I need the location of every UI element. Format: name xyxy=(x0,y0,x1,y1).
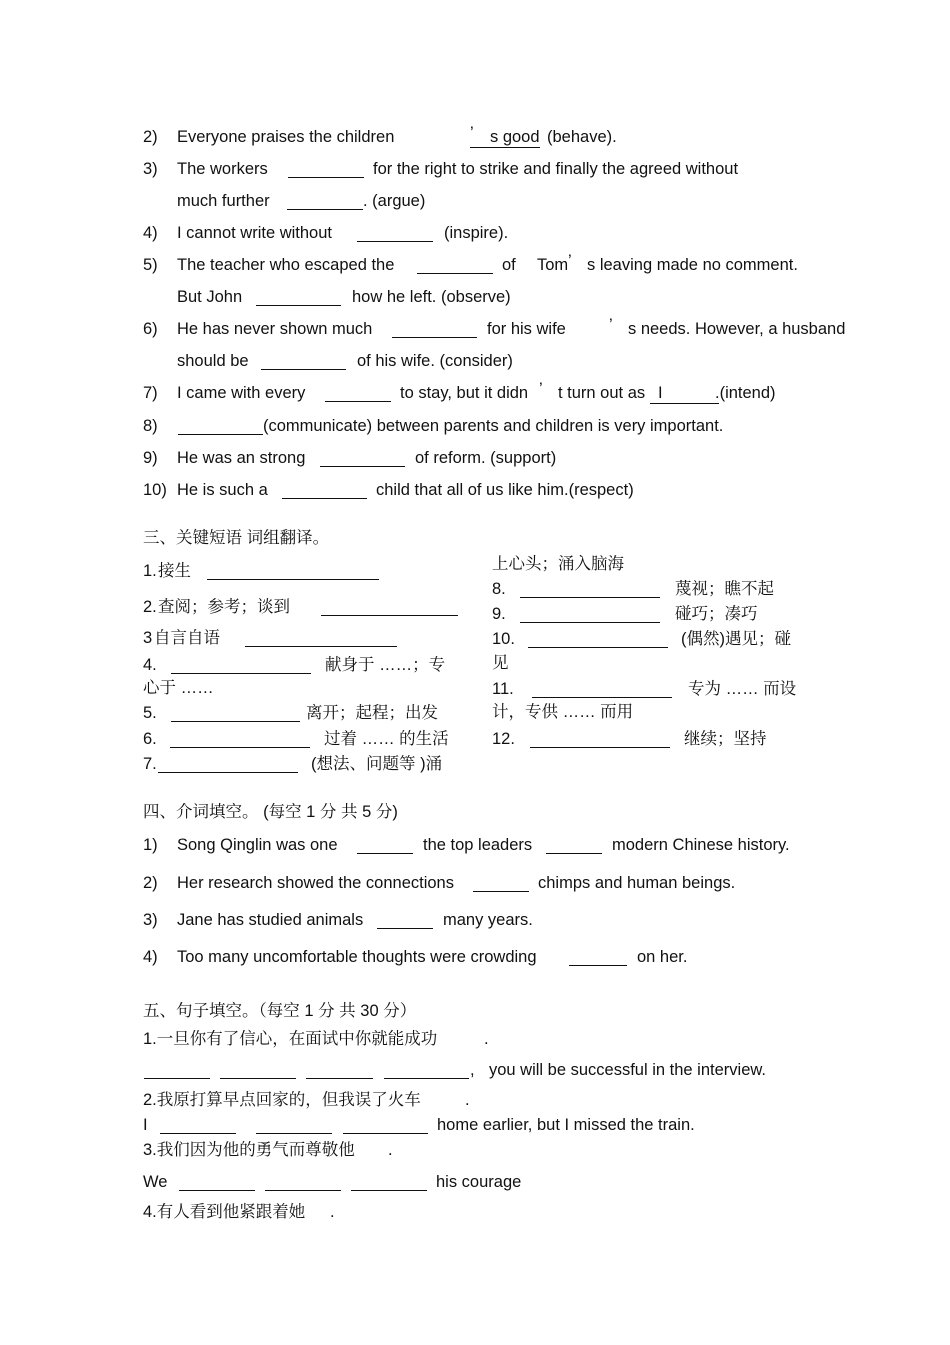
answer-blank[interactable] xyxy=(520,596,660,598)
phrase-text: 继续；坚持 xyxy=(684,730,767,748)
item-text: The workers xyxy=(177,160,268,178)
phrase-text: 接生 xyxy=(158,562,191,580)
item-number: 8) xyxy=(143,417,158,435)
phrase-number: 8. xyxy=(492,580,506,598)
phrase-text-cont: 见 xyxy=(492,654,509,672)
item-text: of reform. (support) xyxy=(415,449,557,467)
phrase-text: 过着 …… 的生活 xyxy=(324,730,449,748)
item-text: Everyone praises the children xyxy=(177,128,395,146)
item-text: . (argue) xyxy=(363,192,426,210)
item-text: how he left. (observe) xyxy=(352,288,511,306)
answer-blank[interactable] xyxy=(287,208,363,210)
sentence-chinese: 2.我原打算早点回家的，但我误了火车 xyxy=(143,1091,421,1109)
item-text: ’ xyxy=(568,252,572,270)
item-number: 2) xyxy=(143,128,158,146)
answer-blank[interactable] xyxy=(144,1077,210,1079)
answer-blank[interactable] xyxy=(528,646,668,648)
phrase-number: 4. xyxy=(143,656,157,674)
phrase-text: 专为 …… 而设 xyxy=(688,680,797,698)
item-text: on her. xyxy=(637,948,688,966)
answer-blank[interactable] xyxy=(282,497,367,499)
item-text: But John xyxy=(177,288,243,306)
phrase-text: 献身于 ……；专 xyxy=(325,656,446,674)
item-number: 2) xyxy=(143,874,158,892)
item-text: for his wife xyxy=(487,320,566,338)
answer-blank[interactable] xyxy=(325,400,391,402)
answer-blank[interactable] xyxy=(384,1077,469,1079)
answer-blank[interactable] xyxy=(220,1077,296,1079)
section-heading: 三、关键短语 词组翻译。 xyxy=(143,529,330,547)
sentence-punct: . xyxy=(465,1091,470,1109)
item-text: the top leaders xyxy=(423,836,533,854)
item-text: ’ xyxy=(470,124,474,142)
phrase-number: 3 xyxy=(143,629,153,647)
sentence-english: his courage xyxy=(436,1173,522,1191)
answer-blank[interactable] xyxy=(357,852,413,854)
item-text: of xyxy=(502,256,516,274)
answer-blank[interactable] xyxy=(245,645,397,647)
answer-blank[interactable] xyxy=(178,433,263,435)
sentence-lead: We xyxy=(143,1173,168,1191)
answer-blank[interactable] xyxy=(417,272,493,274)
answer-blank[interactable] xyxy=(170,746,310,748)
item-text: Too many uncomfortable thoughts were crowding xyxy=(177,948,537,966)
item-text: s leaving made no comment. xyxy=(587,256,798,274)
phrase-number: 2. xyxy=(143,598,157,616)
answer-blank[interactable] xyxy=(160,1132,236,1134)
item-text: Her research showed the connections xyxy=(177,874,454,892)
item-text: ’ xyxy=(609,316,613,334)
item-text: chimps and human beings. xyxy=(538,874,736,892)
answer-blank[interactable] xyxy=(569,964,627,966)
answer-blank[interactable] xyxy=(171,672,311,674)
answer-blank[interactable] xyxy=(256,1132,332,1134)
item-text: modern Chinese history. xyxy=(612,836,790,854)
answer-blank[interactable] xyxy=(321,614,458,616)
item-number: 9) xyxy=(143,449,158,467)
answer-blank[interactable] xyxy=(256,304,341,306)
phrase-text-cont: 心于 …… xyxy=(143,679,214,697)
answer-blank[interactable] xyxy=(207,578,379,580)
item-number: 5) xyxy=(143,256,158,274)
item-text: (communicate) between parents and children is very important. xyxy=(263,417,724,435)
item-text: ’ xyxy=(539,380,543,398)
section-heading: 五、句子填空。（每空 1 分 共 30 分） xyxy=(143,1002,417,1020)
sentence-chinese: 1.一旦你有了信心，在面试中你就能成功 xyxy=(143,1030,438,1048)
item-text: of his wife. (consider) xyxy=(357,352,513,370)
sentence-punct: . xyxy=(388,1141,393,1159)
item-number: 4) xyxy=(143,224,158,242)
item-text: I cannot write without xyxy=(177,224,332,242)
sentence-punct: , xyxy=(470,1061,475,1079)
item-text: for the right to strike and finally the agreed without xyxy=(373,160,739,178)
item-text: He has never shown much xyxy=(177,320,373,338)
item-text: Jane has studied animals xyxy=(177,911,364,929)
phrase-text: 离开；起程；出发 xyxy=(306,704,438,722)
answer-underlined: I xyxy=(650,385,719,404)
phrase-number: 11. xyxy=(492,680,514,698)
item-text: to stay, but it didn xyxy=(400,384,529,402)
phrase-text: 蔑视；瞧不起 xyxy=(675,580,774,598)
item-text: (inspire). xyxy=(444,224,509,242)
sentence-english: home earlier, but I missed the train. xyxy=(437,1116,695,1134)
answer-blank[interactable] xyxy=(306,1077,373,1079)
item-text: Song Qinglin was one xyxy=(177,836,338,854)
phrase-text: 查阅；参考；谈到 xyxy=(158,598,290,616)
item-text: (behave). xyxy=(547,128,617,146)
phrase-text-cont: 计，专供 …… 而用 xyxy=(492,703,634,721)
phrase-text: 碰巧；凑巧 xyxy=(675,605,758,623)
answer-blank[interactable] xyxy=(520,621,660,623)
answer-blank[interactable] xyxy=(171,720,300,722)
sentence-lead: I xyxy=(143,1116,148,1134)
item-text: should be xyxy=(177,352,249,370)
answer-blank[interactable] xyxy=(546,852,602,854)
answer-blank[interactable] xyxy=(179,1189,255,1191)
item-text: He is such a xyxy=(177,481,268,499)
phrase-number: 1. xyxy=(143,562,157,580)
phrase-number: 5. xyxy=(143,704,157,722)
item-text: He was an strong xyxy=(177,449,306,467)
item-text: Tom xyxy=(537,256,569,274)
phrase-number: 9. xyxy=(492,605,506,623)
item-text: .(intend) xyxy=(715,384,776,402)
answer-blank[interactable] xyxy=(265,1189,341,1191)
phrase-number: 12. xyxy=(492,730,515,748)
item-text: t turn out as xyxy=(558,384,646,402)
answer-blank[interactable] xyxy=(158,771,298,773)
phrase-number: 10. xyxy=(492,630,515,648)
phrase-text: (偶然)遇见；碰 xyxy=(681,630,791,648)
item-number: 10) xyxy=(143,481,167,499)
item-number: 7) xyxy=(143,384,158,402)
item-number: 4) xyxy=(143,948,158,966)
answer-blank[interactable] xyxy=(473,890,529,892)
answer-blank[interactable] xyxy=(357,240,433,242)
phrase-text: (想法、问题等 )涌 xyxy=(311,755,443,773)
sentence-punct: . xyxy=(330,1203,335,1221)
sentence-chinese: 4.有人看到他紧跟着她 xyxy=(143,1203,306,1221)
item-number: 1) xyxy=(143,836,158,854)
answer-blank[interactable] xyxy=(288,176,364,178)
item-text: s needs. However, a husband xyxy=(628,320,846,338)
phrase-number: 7. xyxy=(143,755,157,773)
answer-blank[interactable] xyxy=(377,927,433,929)
answer-underlined: s good xyxy=(470,129,540,148)
item-text: many years. xyxy=(443,911,533,929)
section-heading: 四、介词填空。 (每空 1 分 共 5 分) xyxy=(143,803,398,821)
sentence-punct: . xyxy=(484,1030,489,1048)
answer-blank[interactable] xyxy=(532,696,672,698)
item-number: 6) xyxy=(143,320,158,338)
answer-blank[interactable] xyxy=(392,336,477,338)
answer-blank[interactable] xyxy=(530,746,670,748)
phrase-text-cont: 上心头；涌入脑海 xyxy=(492,555,624,573)
answer-blank[interactable] xyxy=(261,368,346,370)
answer-blank[interactable] xyxy=(343,1132,428,1134)
answer-blank[interactable] xyxy=(320,465,405,467)
item-text: The teacher who escaped the xyxy=(177,256,395,274)
item-text: much further xyxy=(177,192,270,210)
sentence-english: you will be successful in the interview. xyxy=(489,1061,766,1079)
item-number: 3) xyxy=(143,160,158,178)
phrase-number: 6. xyxy=(143,730,157,748)
item-text: child that all of us like him.(respect) xyxy=(376,481,634,499)
sentence-chinese: 3.我们因为他的勇气而尊敬他 xyxy=(143,1141,355,1159)
item-text: I came with every xyxy=(177,384,306,402)
item-number: 3) xyxy=(143,911,158,929)
phrase-text: 自言自语 xyxy=(154,629,220,647)
answer-blank[interactable] xyxy=(351,1189,427,1191)
